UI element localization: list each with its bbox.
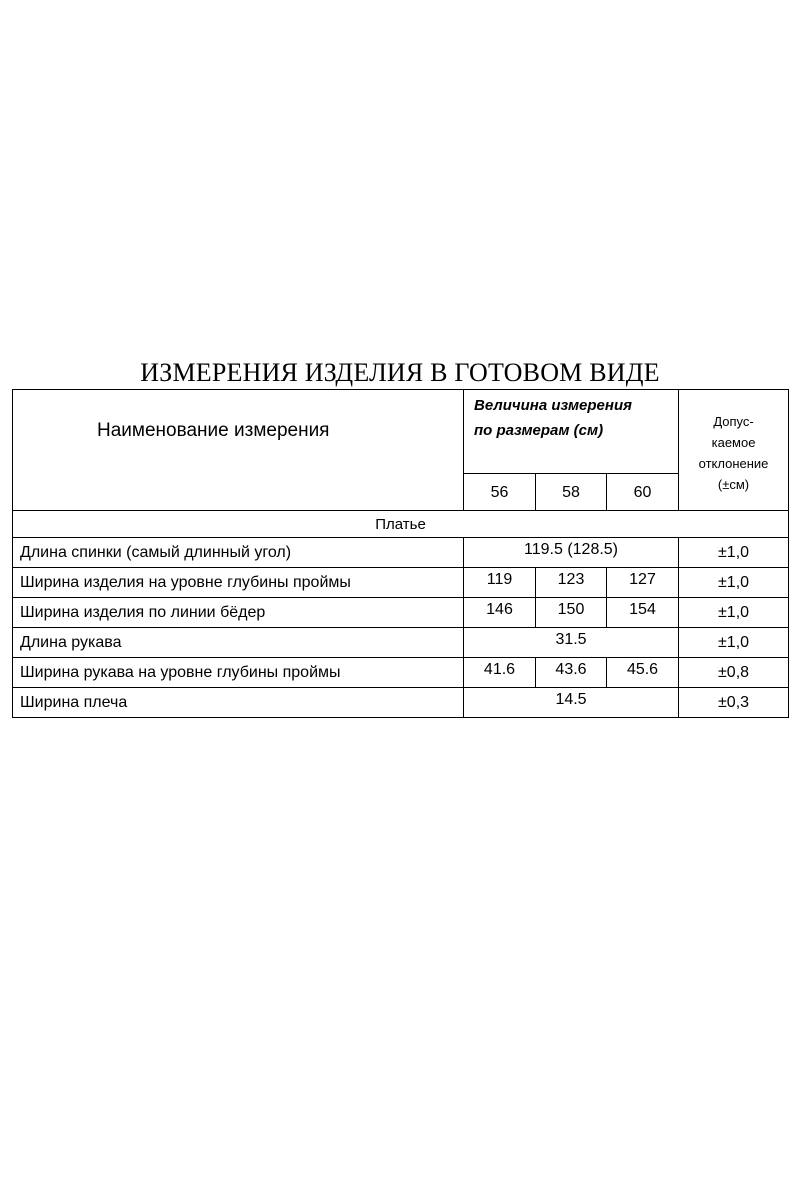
row-value-merged: 31.5 xyxy=(464,628,679,658)
row-value-56: 146 xyxy=(464,598,536,628)
table-row xyxy=(13,628,789,658)
header-tolerance-line3: отклонение xyxy=(698,456,769,471)
page-title: ИЗМЕРЕНИЯ ИЗДЕЛИЯ В ГОТОВОМ ВИДЕ xyxy=(140,358,660,387)
table-row xyxy=(13,568,789,598)
row-value-58: 123 xyxy=(536,568,607,598)
row-value-60: 127 xyxy=(607,568,679,598)
group-row xyxy=(13,511,789,538)
row-value-56: 119 xyxy=(464,568,536,598)
table-row xyxy=(13,658,789,688)
row-name: Ширина изделия по линии бёдер xyxy=(13,598,464,628)
measurements-table xyxy=(12,389,789,718)
row-value-60: 154 xyxy=(607,598,679,628)
row-value-60: 45.6 xyxy=(607,658,679,688)
header-measurement-name: Наименование измерения xyxy=(13,390,464,511)
table-header-row xyxy=(13,390,789,474)
row-tolerance: ±0,8 xyxy=(679,658,789,688)
size-58-header: 58 xyxy=(536,474,607,511)
group-label: Платье xyxy=(13,511,789,538)
row-value-58: 43.6 xyxy=(536,658,607,688)
row-name: Ширина изделия на уровне глубины проймы xyxy=(13,568,464,598)
header-measure-line2: по размерам (см) xyxy=(474,422,604,439)
row-tolerance: ±1,0 xyxy=(679,568,789,598)
header-tolerance xyxy=(679,390,789,511)
row-tolerance: ±1,0 xyxy=(679,628,789,658)
row-value-merged: 119.5 (128.5) xyxy=(464,538,679,568)
header-measure-value xyxy=(464,390,679,474)
table-row xyxy=(13,538,789,568)
size-56-header: 56 xyxy=(464,474,536,511)
row-value-merged: 14.5 xyxy=(464,688,679,718)
row-name: Длина спинки (самый длинный угол) xyxy=(13,538,464,568)
header-tolerance-line2: каемое xyxy=(711,435,756,450)
header-tolerance-line4: (±см) xyxy=(717,477,750,492)
row-tolerance: ±0,3 xyxy=(679,688,789,718)
header-tolerance-line1: Допус- xyxy=(713,414,754,429)
row-name: Ширина плеча xyxy=(13,688,464,718)
row-name: Ширина рукава на уровне глубины проймы xyxy=(13,658,464,688)
table-row xyxy=(13,598,789,628)
table-row xyxy=(13,688,789,718)
size-60-header: 60 xyxy=(607,474,679,511)
row-tolerance: ±1,0 xyxy=(679,598,789,628)
row-value-56: 41.6 xyxy=(464,658,536,688)
header-measure-line1: Величина измерения xyxy=(474,397,632,414)
row-value-58: 150 xyxy=(536,598,607,628)
row-name: Длина рукава xyxy=(13,628,464,658)
row-tolerance: ±1,0 xyxy=(679,538,789,568)
